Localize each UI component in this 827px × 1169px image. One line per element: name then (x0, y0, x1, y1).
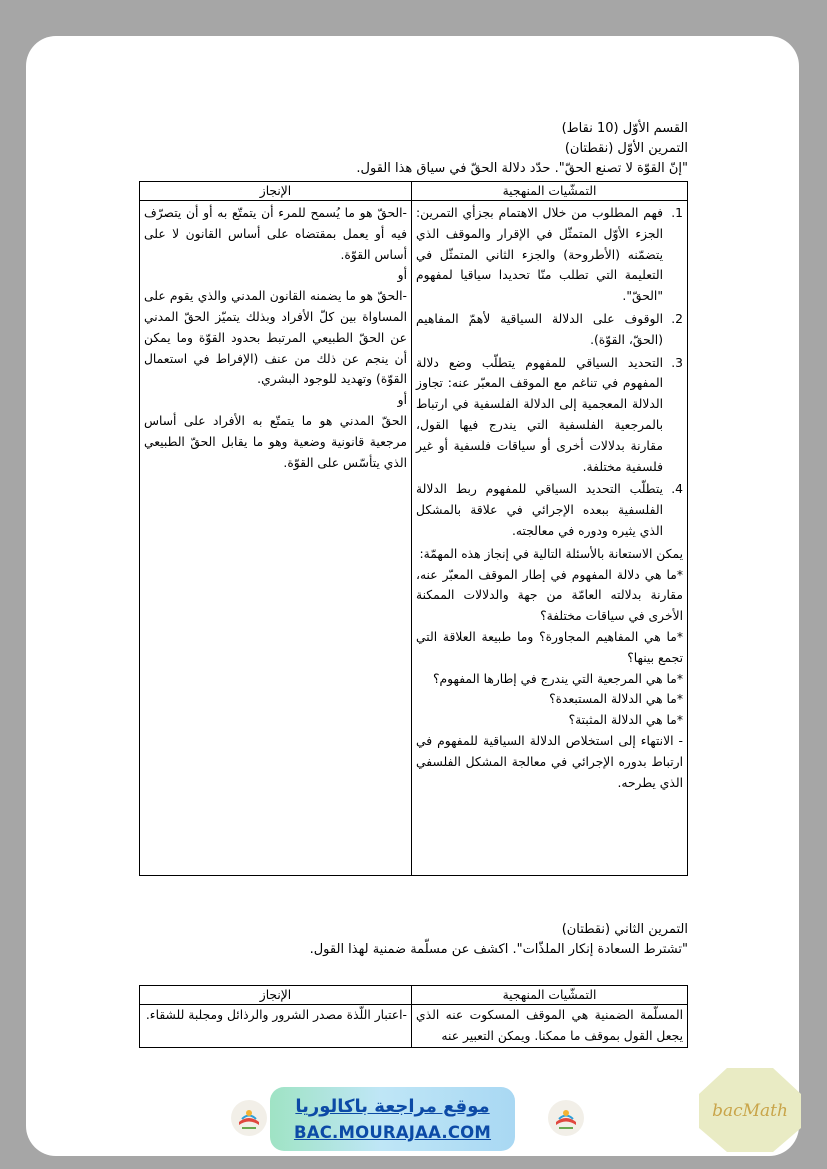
conclusion-text: - الانتهاء إلى استخلاص الدلالة السياقية للمفهوم في ارتباط بدوره الإجرائي في معالجة المشكل الفلسفي الذي يطرحه. (416, 733, 683, 790)
exercise2-header-row (140, 986, 688, 1005)
methodology-cell (412, 1005, 688, 1048)
answer-paragraph: -الحقّ هو ما يُسمح للمرء أن يتمتّع به أو أن يتصرّف فيه أو يعمل بمقتضاه على أساس القانون لا على أساس القوّة. (144, 206, 407, 262)
list-item: 4. يتطلّب التحديد السياقي للمفهوم ربط الدلالة الفلسفية ببعده الإجرائي في علاقة بالمشكل الذي يثيره ودوره في معالجته. (416, 482, 683, 538)
book-icon (548, 1100, 584, 1136)
document-page (26, 36, 799, 1156)
methodology-header: التمشّيات المنهجية (412, 182, 688, 201)
answer-paragraph: -اعتبار اللّذة مصدر الشرور والرذائل ومجلبة للشقاء. (145, 1008, 407, 1022)
answer-paragraph: -الحقّ هو ما يضمنه القانون المدني والذي يقوم على المساواة بين كلّ الأفراد وبذلك يتميّز الحقّ المدني عن الحقّ الطبيعي المرتبط بحدود القوّة وما يمكن أن ينجم عن ذلك من عنف (الإفراط في استعمال القوّة) وتهديد للوجود البشري. (144, 289, 407, 387)
book-icon (231, 1100, 267, 1136)
steps-list (416, 203, 683, 542)
answer-cell (140, 201, 412, 876)
answer-header: الإنجاز (140, 986, 412, 1005)
answer-or: أو (397, 268, 407, 283)
answer-cell (140, 1005, 412, 1048)
guidance-intro: يمكن الاستعانة بالأسئلة التالية في إنجاز هذه المهمّة: (419, 546, 683, 561)
methodology-text: المسلّمة الضمنية هي الموقف المسكوت عنه الذي يجعل القول بموقف ما ممكنا. ويمكن التعبير عنه (416, 1008, 683, 1043)
question-item: *ما هي المفاهيم المجاورة؟ وما طبيعة العلاقة التي تجمع بينها؟ (416, 629, 683, 665)
exercise1-content-row (140, 201, 688, 876)
question-item: *ما هي الدلالة المستبعدة؟ (549, 692, 683, 707)
answer-or: أو (397, 393, 407, 408)
question-item: *ما هي دلالة المفهوم في إطار الموقف المعبّر عنه، مقارنة بدلالته العامّة من جهة والدلالات الممكنة الأخرى في سياقات مختلفة؟ (416, 567, 683, 624)
exercise2-prompt: "تشترط السعادة إنكار الملذّات". اكشف عن مسلّمة ضمنية لهذا القول. (309, 942, 688, 957)
methodology-cell (412, 201, 688, 876)
question-item: *ما هي المرجعية التي يندرج في إطارها المفهوم؟ (433, 671, 683, 686)
badge-text: bacMath (712, 1101, 788, 1121)
exercise1-header-row (140, 182, 688, 201)
exercise2-table (139, 985, 688, 1048)
list-item: 3. التحديد السياقي للمفهوم يتطلّب وضع دلالة المفهوم في تناغم مع الموقف المعبّر عنه: تجاوز الدلالة المعجمية إلى الدلالة الفلسفية في ارتباط بالمرجعية الفلسفية التي يندرج فيها القول، مقارنة بدلالات أخرى أو سياقات فلسفية أو غير فلسفية مختلفة. (416, 355, 683, 474)
list-item: 2. الوقوف على الدلالة السياقية لأهمّ المفاهيم (الحقّ، القوّة). (416, 311, 683, 347)
methodology-header: التمشّيات المنهجية (412, 986, 688, 1005)
site-logo-left (231, 1100, 267, 1136)
exercise1-table (139, 181, 688, 876)
banner-arabic-text: موقع مراجعة باكالوريا (295, 1096, 490, 1117)
question-item: *ما هي الدلالة المثبتة؟ (568, 713, 683, 728)
section-title: القسم الأوّل (10 نقاط) (561, 121, 688, 136)
exercise1-title: التمرين الأوّل (نقطتان) (564, 141, 688, 156)
exercise1-prompt: "إنّ القوّة لا تصنع الحقّ". حدّد دلالة الحقّ في سياق هذا القول. (356, 161, 688, 176)
banner-latin-text: BAC.MOURAJAA.COM (293, 1123, 492, 1142)
site-logo-right (548, 1100, 584, 1136)
answer-header: الإنجاز (140, 182, 412, 201)
site-banner-link[interactable] (270, 1087, 515, 1151)
list-item: 1. فهم المطلوب من خلال الاهتمام بجزأي التمرين: الجزء الأوّل المتمثّل في الإقرار والموقف الذي يتضمّنه (الأطروحة) والجزء الثاني المتمثّل في التعليمة التي تطلب منّا تحديدا سياقيا لمفهوم "الحقّ". (416, 206, 683, 304)
bacmath-badge (697, 1066, 803, 1154)
exercise2-content-row (140, 1005, 688, 1048)
answer-paragraph: الحقّ المدني هو ما يتمتّع به الأفراد على أساس مرجعية قانونية وضعية وهو ما يقابل الحقّ الطبيعي الذي يتأسّس على القوّة. (144, 413, 407, 470)
exercise2-title: التمرين الثاني (نقطتان) (561, 922, 688, 937)
